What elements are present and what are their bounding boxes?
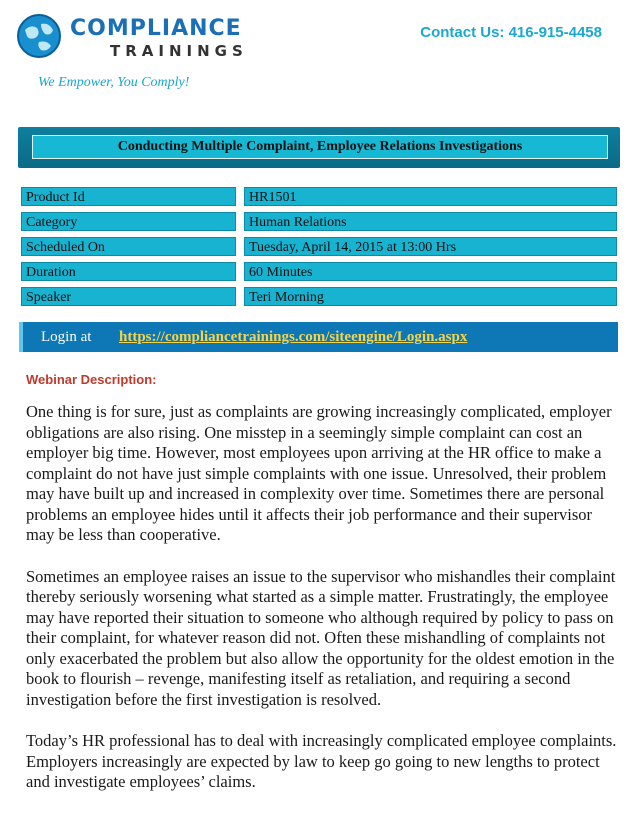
description-paragraph: One thing is for sure, just as complaints are growing increasingly complicated, employer obligations are also rising. One misstep in a seemingly simple complaint can cost an employer big time. However, most employees upon arriving at the HR office to make a complaint do not have just simple complaints with one issue. Unresolved, their problem may have built up and increased in complexity over time. Sometimes there are personal problems an employee hides until it affects their job performance and their supervisor may be less than cooperative. <box>26 402 612 544</box>
info-value: 60 Minutes <box>244 262 617 281</box>
info-label: Category <box>21 212 236 231</box>
info-row-scheduled-on <box>21 237 617 256</box>
info-label: Duration <box>21 262 236 281</box>
info-row-speaker <box>21 287 617 306</box>
info-label: Speaker <box>21 287 236 306</box>
info-label: Product Id <box>21 187 236 206</box>
login-label: Login at <box>41 329 92 345</box>
company-logo <box>14 12 248 70</box>
info-row-category <box>21 212 617 231</box>
globe-icon <box>17 14 61 58</box>
webinar-description-heading: Webinar Description: <box>26 372 157 387</box>
info-value: Teri Morning <box>244 287 617 306</box>
info-value: Human Relations <box>244 212 617 231</box>
info-value: HR1501 <box>244 187 617 206</box>
info-label: Scheduled On <box>21 237 236 256</box>
login-link[interactable]: https://compliancetrainings.com/siteengine/Login.aspx <box>119 329 468 345</box>
title-banner <box>18 127 620 168</box>
login-bar <box>19 322 618 352</box>
info-value: Tuesday, April 14, 2015 at 13:00 Hrs <box>244 237 617 256</box>
contact-phone: Contact Us: 416-915-4458 <box>420 24 602 41</box>
description-paragraph: Sometimes an employee raises an issue to the supervisor who mishandles their complaint thereby seriously worsening what started as a simple matter. Frustratingly, the employee may have reported their situation to someone who although required by policy to pass on their complaint, for whatever reason did not. Often these mishandling of complaints not only exacerbated the problem but also allow the opportunity for the oldest emotion in the book to flourish – revenge, manifesting itself as retaliation, and requiring a second investigation before the first investigation is resolved. <box>26 566 616 709</box>
info-row-duration <box>21 262 617 281</box>
webinar-description <box>26 402 618 814</box>
logo-text-compliance: COMPLIANCE <box>70 16 242 41</box>
description-paragraph: Today’s HR professional has to deal with increasingly complicated employee complaints. Employers increasingly are expected by law to keep go going to new lengths to protect and investigate employees’ claims. <box>26 731 617 791</box>
webinar-title: Conducting Multiple Complaint, Employee Relations Investigations <box>32 135 608 159</box>
logo-text-trainings: TRAININGS <box>110 42 248 60</box>
info-row-product-id <box>21 187 617 206</box>
tagline: We Empower, You Comply! <box>38 75 190 90</box>
